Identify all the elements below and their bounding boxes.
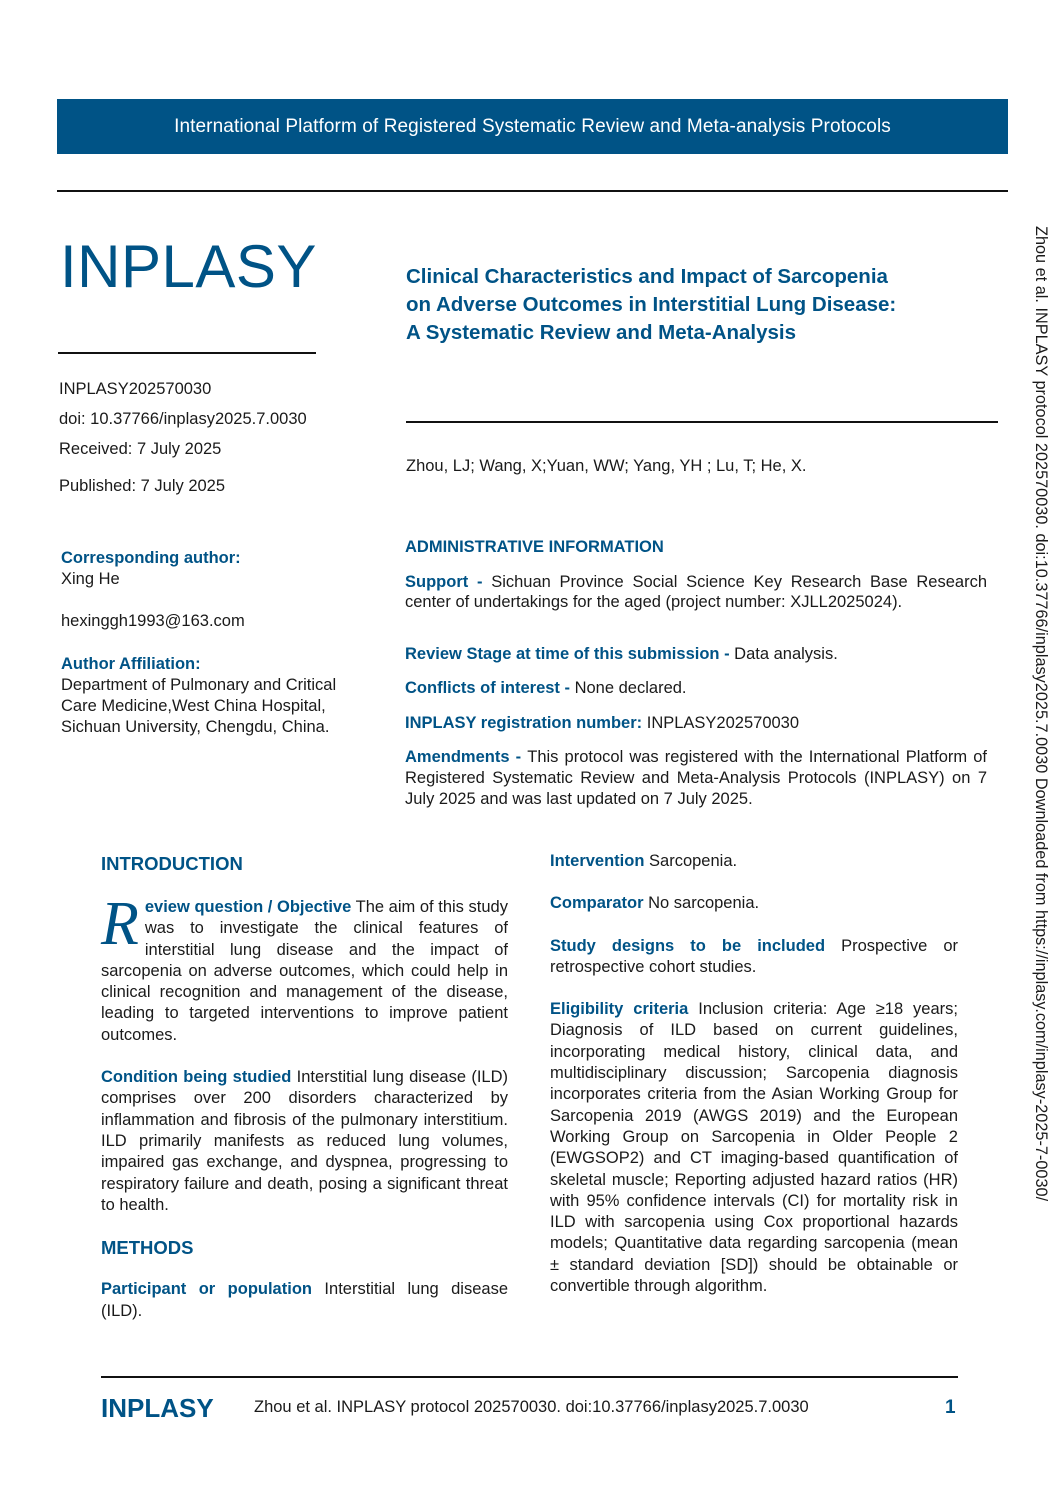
- eligibility-text: Inclusion criteria: Age ≥18 years; Diagnosis of ILD based on current guidelines, incorporating medical history, clinical data, and multidisciplinary discussion; Sarcopenia diagnosis incorporates criteria from the Asian Working Group for Sarcopenia 2019 (AWGS 2019) and the European Working Group on Sarcopenia in Older People 2 (EWGSOP2) and CT imaging-based quantification of skeletal muscle; Reporting adjusted hazard ratios (HR) with 95% confidence intervals (CI) for mortality risk in ILD with sarcopenia using Cox proportional hazards models; Quantitative data regarding sarcopenia (mean ± standard deviation [SD]) should be obtainable or convertible through algorithm.: [550, 1000, 958, 1296]
- brand-rule: [58, 352, 316, 354]
- stage-text: Data analysis.: [734, 645, 838, 663]
- conflicts-text: None declared.: [574, 679, 687, 697]
- right-column: [550, 851, 958, 1318]
- condition-label: Condition being studied: [101, 1068, 292, 1087]
- eligibility-label: Eligibility criteria: [550, 1000, 689, 1019]
- methods-heading: METHODS: [101, 1237, 194, 1259]
- admin-stage: [405, 644, 987, 664]
- corresponding-author: [61, 548, 351, 632]
- participant-population: [101, 1279, 508, 1322]
- author-affiliation: [61, 654, 341, 738]
- article-title: [406, 263, 976, 347]
- intervention-text: Sarcopenia.: [644, 852, 738, 870]
- population-text: Interstitial lung disease (ILD).: [101, 1280, 508, 1320]
- page-number: 1: [945, 1397, 956, 1418]
- published-date: Published: 7 July 2025: [59, 477, 226, 495]
- designs-label: Study designs to be included: [550, 936, 826, 955]
- header-rule: [57, 190, 1008, 192]
- admin-support: [405, 572, 987, 612]
- title-rule: [406, 421, 998, 423]
- review-question-text: The aim of this study was to investigate the clinical features of interstitial lung disease and the impact of sarcopenia on adverse outcomes, which could help in clinical recognition and management of the disease, leading to targeted interventions to improve patient outcomes.: [101, 898, 508, 1044]
- conflicts-label: Conflicts of interest -: [405, 679, 575, 697]
- eligibility-criteria: [550, 999, 958, 1297]
- comparator-label: Comparator: [550, 894, 644, 913]
- support-text: Sichuan Province Social Science Key Research Base Research center of undertakings for the aged (project number: XJLL2025024).: [405, 573, 987, 611]
- received-date: Received: 7 July 2025: [59, 440, 222, 458]
- study-designs: [550, 936, 958, 979]
- doi: doi: 10.37766/inplasy2025.7.0030: [59, 410, 307, 428]
- title-line-3: A Systematic Review and Meta-Analysis: [406, 321, 797, 344]
- left-column: [101, 890, 508, 1343]
- affiliation-label: Author Affiliation:: [61, 655, 201, 673]
- corresponding-email: hexinggh1993@163.com: [61, 612, 245, 630]
- author-list: Zhou, LJ; Wang, X;Yuan, WW; Yang, YH ; Lu, T; He, X.: [406, 457, 807, 475]
- intervention: [550, 851, 958, 872]
- registration-label: INPLASY registration number:: [405, 714, 647, 732]
- support-label: Support -: [405, 573, 492, 591]
- review-question: [101, 890, 508, 1046]
- drop-cap: R: [101, 890, 139, 958]
- footer-rule: [101, 1376, 958, 1378]
- condition-text: Interstitial lung disease (ILD) comprises over 200 disorders characterized by inflammation and fibrosis of the pulmonary interstitium. ILD primarily manifests as reduced lung volumes, impaired gas exchange, and dyspnea, progressing to respiratory failure and death, posing a significant threat to health.: [101, 1068, 508, 1214]
- population-label: Participant or population: [101, 1280, 312, 1299]
- review-question-label: eview question / Objective: [144, 898, 352, 916]
- amendments-label: Amendments -: [405, 748, 528, 766]
- admin-registration: [405, 713, 987, 733]
- comparator-text: No sarcopenia.: [643, 894, 760, 913]
- admin-amendments: [405, 747, 987, 810]
- journal-logo: INPLASY: [60, 233, 317, 300]
- corresponding-name: Xing He: [61, 570, 120, 588]
- title-line-2: on Adverse Outcomes in Interstitial Lung Disease:: [406, 293, 897, 316]
- download-watermark: Zhou et al. INPLASY protocol 202570030. doi:10.37766/inplasy2025.7.0030 Downloaded from https://inplasy.com/inplasy-2025-7-0030/: [1032, 226, 1050, 1202]
- affiliation-text: Department of Pulmonary and Critical Care Medicine,West China Hospital, Sichuan University, Chengdu, China.: [61, 676, 337, 736]
- registration-number: INPLASY202570030: [646, 714, 800, 732]
- registration-id: INPLASY202570030: [59, 380, 212, 398]
- admin-conflicts: [405, 678, 987, 698]
- corresponding-label: Corresponding author:: [61, 549, 241, 567]
- footer-logo: INPLASY: [101, 1393, 214, 1423]
- condition-studied: [101, 1067, 508, 1216]
- journal-banner: International Platform of Registered Systematic Review and Meta-analysis Protocols: [57, 99, 1008, 154]
- stage-label: Review Stage at time of this submission -: [405, 645, 735, 663]
- admin-heading: ADMINISTRATIVE INFORMATION: [405, 538, 664, 556]
- footer-citation: Zhou et al. INPLASY protocol 202570030. doi:10.37766/inplasy2025.7.0030: [254, 1398, 809, 1416]
- designs-text: Prospective or retrospective cohort studies.: [550, 936, 958, 976]
- amendments-text: This protocol was registered with the International Platform of Registered Systematic Review and Meta-Analysis Protocols (INPLASY) on 7 July 2025 and was last updated on 7 July 2025.: [405, 748, 988, 808]
- introduction-heading: INTRODUCTION: [101, 853, 243, 874]
- comparator: [550, 893, 958, 914]
- intervention-label: Intervention: [550, 852, 645, 870]
- title-line-1: Clinical Characteristics and Impact of Sarcopenia: [406, 265, 888, 288]
